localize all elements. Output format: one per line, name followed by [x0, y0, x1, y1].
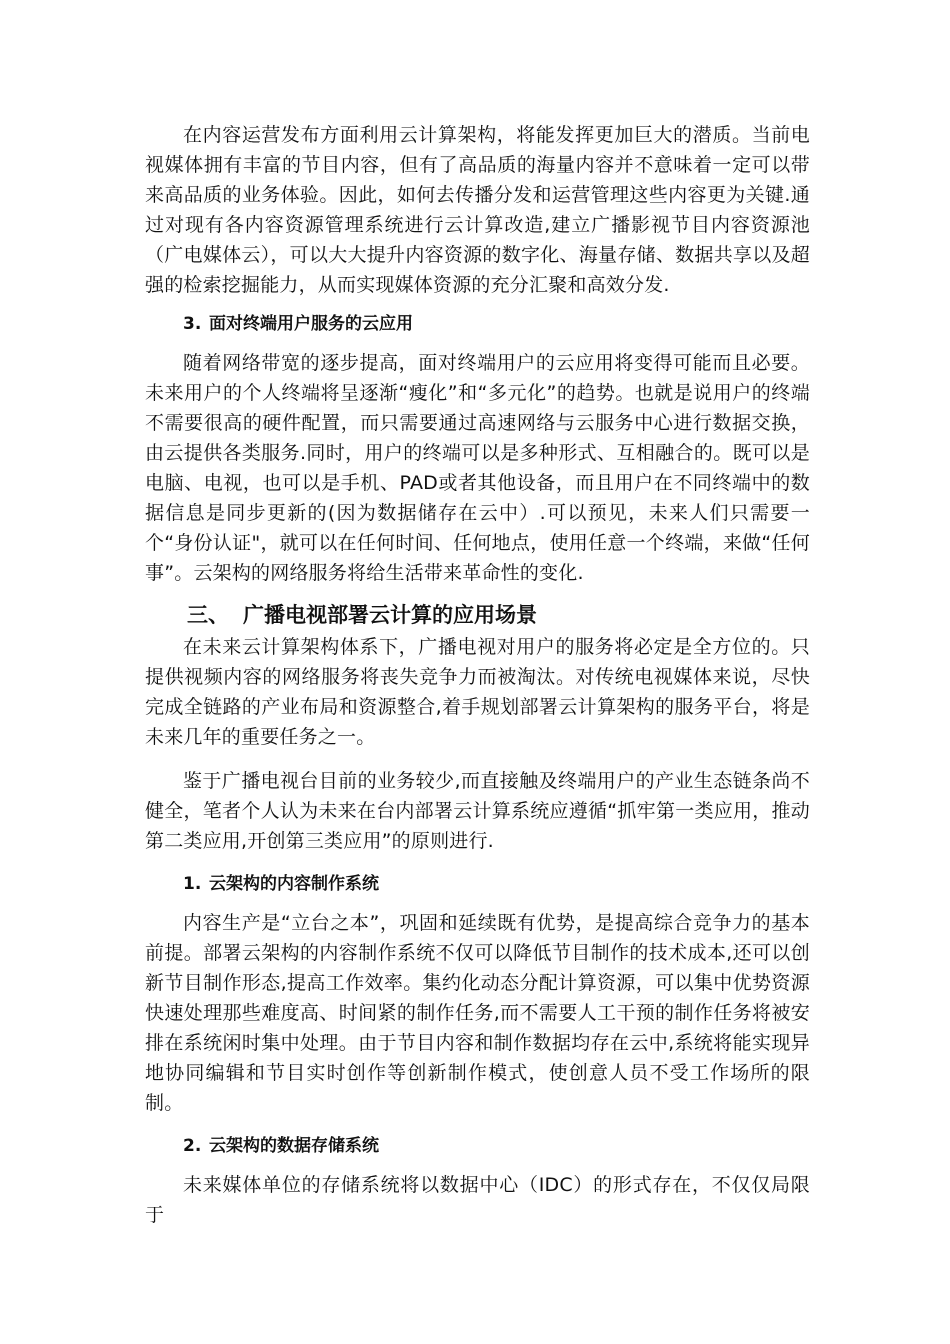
subheading-number: 3.: [183, 314, 202, 334]
subheading-text: 云架构的内容制作系统: [209, 874, 379, 894]
section-number: 三、: [187, 603, 229, 627]
section-heading: [145, 598, 810, 632]
paragraph-future-architecture: 在未来云计算架构体系下，广播电视对用户的服务将必定是全方位的。只提供视频内容的网络服务将丧失竞争力而被淘汰。对传统电视媒体来说，尽快完成全链路的产业布局和资源整合,着手规划部署云计算架构的服务平台，将是未来几年的重要任务之一。: [145, 636, 810, 748]
subheading-number: 2.: [183, 1136, 202, 1156]
subheading-data-storage: [145, 1132, 810, 1160]
section-title: 广播电视部署云计算的应用场景: [243, 603, 537, 627]
document-page: [145, 120, 810, 1230]
paragraph-data-storage: 未来媒体单位的存储系统将以数据中心（IDC）的形式存在，不仅仅局限于: [145, 1174, 810, 1226]
paragraph-content-production: 内容生产是“立台之本”，巩固和延续既有优势，是提高综合竞争力的基本前提。部署云架构的内容制作系统不仅可以降低节目制作的技术成本,还可以创新节目制作形态,提高工作效率。集约化动态分配计算资源，可以集中优势资源快速处理那些难度高、时间紧的制作任务,而不需要人工干预的制作任务将被安排在系统闲时集中处理。由于节目内容和制作数据均存在云中,系统将能实现异地协同编辑和节目实时创作等创新制作模式，使创意人员不受工作场所的限制。: [145, 912, 810, 1114]
paragraph-deployment-principle: 鉴于广播电视台目前的业务较少,而直接触及终端用户的产业生态链条尚不健全，笔者个人认为未来在台内部署云计算系统应遵循“抓牢第一类应用，推动第二类应用,开创第三类应用”的原则进行.: [145, 770, 810, 852]
paragraph-content-operation: 在内容运营发布方面利用云计算架构，将能发挥更加巨大的潜质。当前电视媒体拥有丰富的节目内容，但有了高品质的海量内容并不意味着一定可以带来高品质的业务体验。因此，如何去传播分发和运营管理这些内容更为关键.通过对现有各内容资源管理系统进行云计算改造,建立广播影视节目内容资源池（广电媒体云），可以大大提升内容资源的数字化、海量存储、数据共享以及超强的检索挖掘能力，从而实现媒体资源的充分汇聚和高效分发.: [145, 124, 810, 296]
subheading-text: 面对终端用户服务的云应用: [209, 314, 413, 334]
subheading-terminal-cloud: [145, 310, 810, 338]
paragraph-terminal-users: 随着网络带宽的逐步提高，面对终端用户的云应用将变得可能而且必要。未来用户的个人终端将呈逐渐“瘦化”和“多元化”的趋势。也就是说用户的终端不需要很高的硬件配置，而只需要通过高速网络与云服务中心进行数据交换，由云提供各类服务.同时，用户的终端可以是多种形式、互相融合的。既可以是电脑、电视，也可以是手机、PAD或者其他设备，而且用户在不同终端中的数据信息是同步更新的(因为数据储存在云中）.可以预见，未来人们只需要一个“身份认证"，就可以在任何时间、任何地点，使用任意一个终端，来做“任何事”。云架构的网络服务将给生活带来革命性的变化.: [145, 352, 810, 584]
subheading-text: 云架构的数据存储系统: [209, 1136, 379, 1156]
subheading-content-production: [145, 870, 810, 898]
subheading-number: 1.: [183, 874, 202, 894]
